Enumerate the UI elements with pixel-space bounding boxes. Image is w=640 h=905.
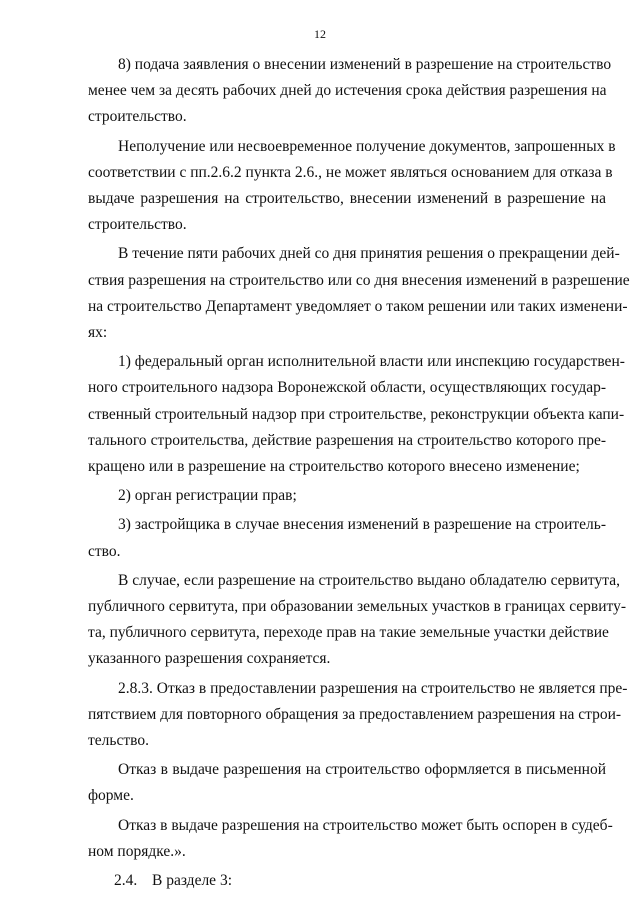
- text-line: кращено или в разрешение на строительство которого внесено изменение;: [88, 458, 580, 476]
- text-line: соответствии с пп.2.6.2 пункта 2.6., не может являться основанием для отказа в: [88, 163, 613, 181]
- text-line: на строительство Департамент уведомляет о таком решении или таких изменени-: [88, 297, 628, 315]
- text-line: 2.8.3. Отказ в предоставлении разрешения на строительство не является пре-: [118, 679, 628, 697]
- text-line: Отказ в выдаче разрешения на строительство оформляется в письменной: [118, 761, 606, 779]
- text-line: ствия разрешения на строительство или со дня внесения изменений в разрешение: [88, 271, 630, 289]
- text-line: строительство.: [88, 108, 187, 126]
- text-line: 8) подача заявления о внесении изменений в разрешение на строительство: [118, 56, 612, 73]
- text-line: В случае, если разрешение на строительство выдано обладателю сервитута,: [118, 571, 620, 589]
- paragraph-notification: [88, 241, 630, 346]
- text-line: тального строительства, действие разрешения на строительство которого пре-: [88, 431, 606, 449]
- text-line: Отказ в выдаче разрешения на строительство может быть оспорен в судеб-: [118, 816, 613, 834]
- text-line: строительство.: [88, 216, 187, 234]
- paragraph-documents: [88, 134, 616, 239]
- text-line: выдаче разрешения на строительство, внесении изменений в разрешение на: [88, 190, 606, 208]
- text-line: ях:: [88, 324, 108, 342]
- section-heading: [88, 868, 606, 894]
- paragraph-item-8: [88, 52, 612, 131]
- section-number: 2.4.: [114, 872, 138, 890]
- paragraph-2-8-3: [88, 676, 628, 755]
- text-line: форме.: [88, 787, 134, 805]
- text-line: ного строительного надзора Воронежской области, осуществляющих государ-: [88, 379, 606, 397]
- paragraph-item-3: [88, 512, 606, 564]
- text-line: та, публичного сервитута, переходе прав на такие земельные участки действие: [88, 624, 609, 642]
- text-line: Неполучение или несвоевременное получение документов, запрошенных в: [118, 137, 616, 155]
- text-line: ство.: [88, 542, 121, 560]
- section-title: В разделе 3:: [152, 872, 232, 890]
- text-line: 1) федеральный орган исполнительной власти или инспекцию государствен-: [118, 353, 625, 371]
- text-line: указанного разрешения сохраняется.: [88, 650, 331, 668]
- text-line: 2) орган регистрации прав;: [118, 487, 297, 505]
- text-line: тельство.: [88, 732, 149, 750]
- paragraph-refusal-appeal: [88, 813, 613, 865]
- text-line: менее чем за десять рабочих дней до истечения срока действия разрешения на: [88, 82, 607, 100]
- paragraph-servitude: [88, 568, 627, 673]
- text-line: пятствием для повторного обращения за предоставлением разрешения на строи-: [88, 705, 622, 723]
- paragraph-item-2: [88, 483, 606, 509]
- text-line: публичного сервитута, при образовании земельных участков в границах сервиту-: [88, 598, 627, 616]
- text-line: ном порядке.».: [88, 842, 186, 860]
- document-body: [88, 52, 630, 894]
- text-line: 3) застройщика в случае внесения изменений в разрешение на строитель-: [118, 516, 606, 534]
- paragraph-item-1: [88, 349, 625, 480]
- text-line: В течение пяти рабочих дней со дня принятия решения о прекращении дей-: [118, 245, 620, 263]
- paragraph-refusal-form: [88, 757, 606, 809]
- text-line: ственный строительный надзор при строительстве, реконструкции объекта капи-: [88, 405, 625, 423]
- page-number: 12: [314, 27, 326, 41]
